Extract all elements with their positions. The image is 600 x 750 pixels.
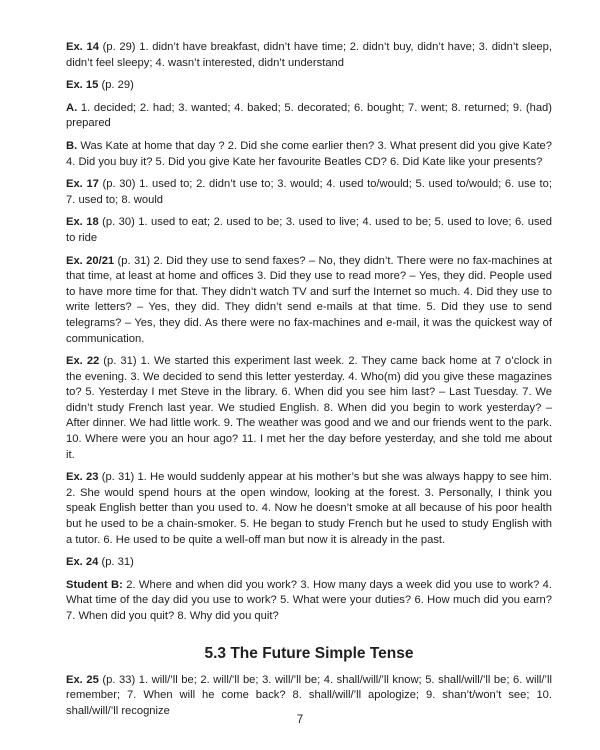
ex15b-label: B. (66, 139, 78, 152)
ex25-answers (66, 673, 552, 720)
ex24-header (66, 555, 552, 571)
ex15-text: (p. 29) (98, 79, 134, 92)
ex25-text: (p. 33) 1. will/’ll be; 2. will/’ll be; 3. will/’ll be; 4. shall/will/’ll know; 5. shall/will/’ll be; 6. will/’ll remember; 7. When will he come back? 8. shall/will/’ll apologize; 9. shan’t/won’t see; 10. shall/will/’ll recognize (66, 673, 552, 717)
ex22-label: Ex. 22 (66, 355, 100, 368)
ex14-label: Ex. 14 (66, 41, 99, 53)
ex24-text: (p. 31) (98, 556, 134, 569)
student-b-text: 2. Where and when did you work? 3. How many days a week did you use to work? 4. What time of the day did you use to work? 5. What were your duties? 6. How much did you earn? 7. When did you quit? 8. Why did you quit? (66, 578, 552, 622)
ex2021-text: (p. 31) 2. Did they use to send faxes? – No, they didn’t. There were no fax-machines at that time, at least at home and offices 3. Did they use to read more? – Yes, they did. People used to have more time for that. They didn’t watch TV and surf the Internet so much. 4. Did they use to write letters? – Yes, they did. They didn’t send e-mails at that time. 5. Did they use to send telegrams? – Yes, they did. As there were no fax-machines and e-mail, it was the quickest way of communication. (66, 254, 552, 345)
ex22-text: (p. 31) 1. We started this experiment last week. 2. They came back home at 7 o’clock in the evening. 3. We decided to send this letter yesterday. 4. Who(m) did you give these magazines to? 5. Yesterday I met Steve in the library. 6. When did you see him last? – Last Tuesday. 7. We didn’t study French last year. We studied English. 8. When did you begin to work yesterday? – After dinner. We had little work. 9. The weather was good and we and our friends went to the park. 10. Where were you an hour ago? 11. I met her the day before yesterday, and she told me about it. (66, 355, 552, 461)
ex24-label: Ex. 24 (66, 556, 99, 569)
ex18-answers (66, 215, 552, 246)
section-title: 5.3 The Future Simple Tense (204, 644, 414, 662)
ex23-answers (66, 470, 552, 548)
ex17-label: Ex. 17 (66, 178, 99, 191)
ex2021-answers (66, 254, 552, 348)
ex15-label: Ex. 15 (66, 79, 99, 92)
ex15a-text: 1. decided; 2. had; 3. wanted; 4. baked; 5. decorated; 6. bought; 7. went; 8. returned; 9. (had) prepared (66, 101, 552, 130)
ex15b-answers (66, 139, 552, 170)
ex17-text: (p. 30) 1. used to; 2. didn’t use to; 3. would; 4. used to/would; 5. used to/would; 6. use to; 7. used to; 8. would (66, 178, 552, 206)
ex17-answers (66, 177, 552, 208)
ex18-text: (p. 30) 1. used to eat; 2. used to be; 3. used to live; 4. used to be; 5. used to love; 6. used to ride (66, 216, 552, 244)
ex14-answers (66, 40, 552, 71)
ex18-label: Ex. 18 (66, 216, 99, 229)
ex15-header (66, 78, 552, 94)
answer-key-page (66, 40, 552, 726)
student-b-label: Student B: (66, 578, 123, 591)
ex2021-label: Ex. 20/21 (66, 254, 115, 267)
page-number: 7 (296, 714, 304, 726)
ex22-answers (66, 354, 552, 463)
ex14-text: (p. 29) 1. didn’t have breakfast, didn’t have time; 2. didn’t buy, didn’t have; 3. didn’t sleep, didn’t feel sleepy; 4. wasn’t interested, didn’t understand (66, 41, 552, 69)
ex25-label: Ex. 25 (66, 673, 99, 686)
ex23-text: (p. 31) 1. He would suddenly appear at his mother’s but she was always happy to see him. 2. She would spend hours at the open window, looking at the forest. 3. Personally, I think you speak English better than you used to. 4. Now he doesn’t smoke at all because of his poor health but he used to be a chain-smoker. 5. He began to study French but he used to study English with a tutor. 6. He used to be quite a well-off man but now it is already in the past. (66, 471, 552, 546)
student-b-answers (66, 578, 552, 625)
ex15a-answers (66, 101, 552, 132)
ex15b-text: Was Kate at home that day ? 2. Did she come earlier then? 3. What present did you give Kate? 4. Did you buy it? 5. Did you give Kate her favourite Beatles CD? 6. Did Kate like your presents? (66, 139, 552, 168)
ex15a-label: A. (66, 101, 78, 114)
ex23-label: Ex. 23 (66, 471, 99, 484)
